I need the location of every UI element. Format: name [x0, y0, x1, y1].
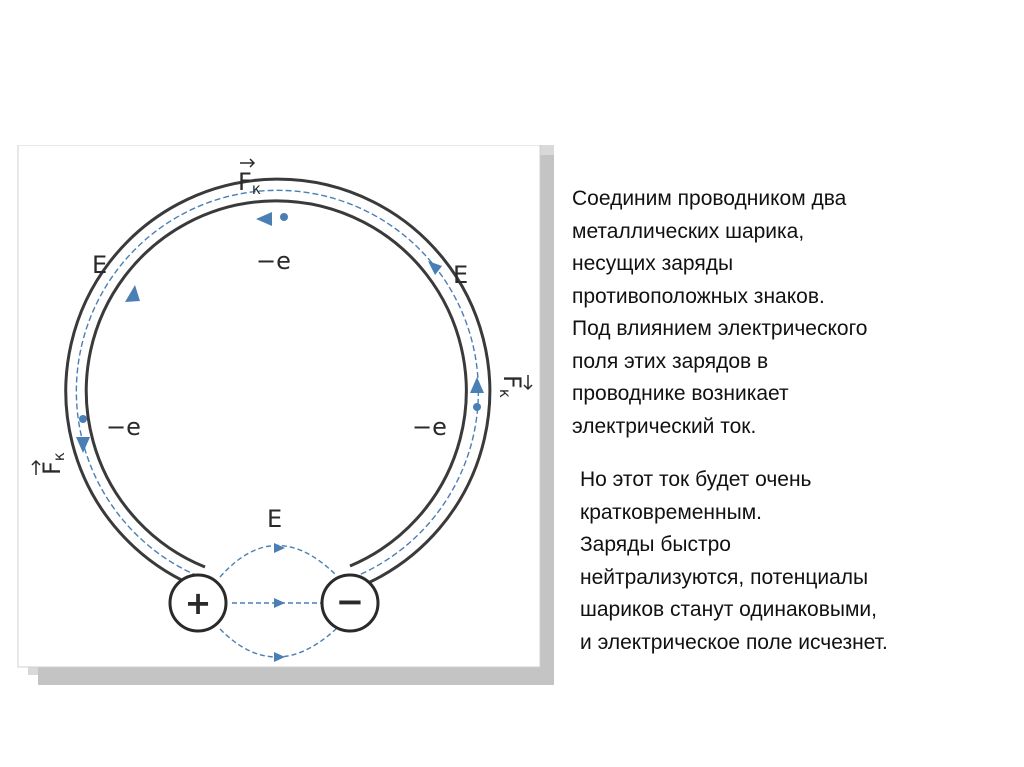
- text-line: шариков станут одинаковыми,: [580, 598, 877, 621]
- frame-paper: [18, 145, 540, 667]
- force-label-top: Fк: [238, 168, 261, 198]
- text-line: поля этих зарядов в: [572, 349, 769, 373]
- electron-dot-right: [473, 403, 481, 411]
- text-line: электрический ток.: [572, 414, 757, 438]
- text-line: металлических шарика,: [572, 219, 805, 243]
- conductor-diagram: [10, 145, 555, 690]
- text-line: противоположных знаков.: [572, 284, 825, 308]
- text-line: нейтрализуются, потенциалы: [580, 565, 869, 589]
- electron-label-right: −e: [412, 413, 447, 441]
- diagram-frame: [10, 145, 555, 690]
- explanation-text-1: [572, 183, 867, 443]
- text-line: Соединим проводником два: [572, 187, 847, 210]
- electron-label-left: −e: [106, 413, 141, 441]
- electron-label-top: −e: [256, 247, 291, 275]
- text-line: проводнике возникает: [572, 382, 789, 405]
- text-line: Под влиянием электрического: [572, 317, 868, 340]
- svg-text:Fк: Fк: [496, 375, 526, 398]
- positive-sign: +: [184, 584, 212, 622]
- text-line: несущих заряды: [572, 252, 734, 275]
- text-line: Заряды быстро: [580, 533, 731, 556]
- text-line: кратковременным.: [580, 500, 762, 524]
- electron-dot-left: [79, 415, 87, 423]
- svg-text:Fк: Fк: [38, 452, 68, 475]
- explanation-text-2: [580, 464, 888, 659]
- electron-dot-top: [280, 213, 288, 221]
- text-line: и электрическое поле исчезнет.: [580, 630, 888, 654]
- field-label-right: E: [453, 261, 469, 289]
- negative-sign: −: [335, 582, 365, 622]
- field-label-bottom: E: [267, 505, 283, 533]
- text-line: Но этот ток будет очень: [580, 468, 812, 491]
- field-label-left: E: [92, 251, 108, 279]
